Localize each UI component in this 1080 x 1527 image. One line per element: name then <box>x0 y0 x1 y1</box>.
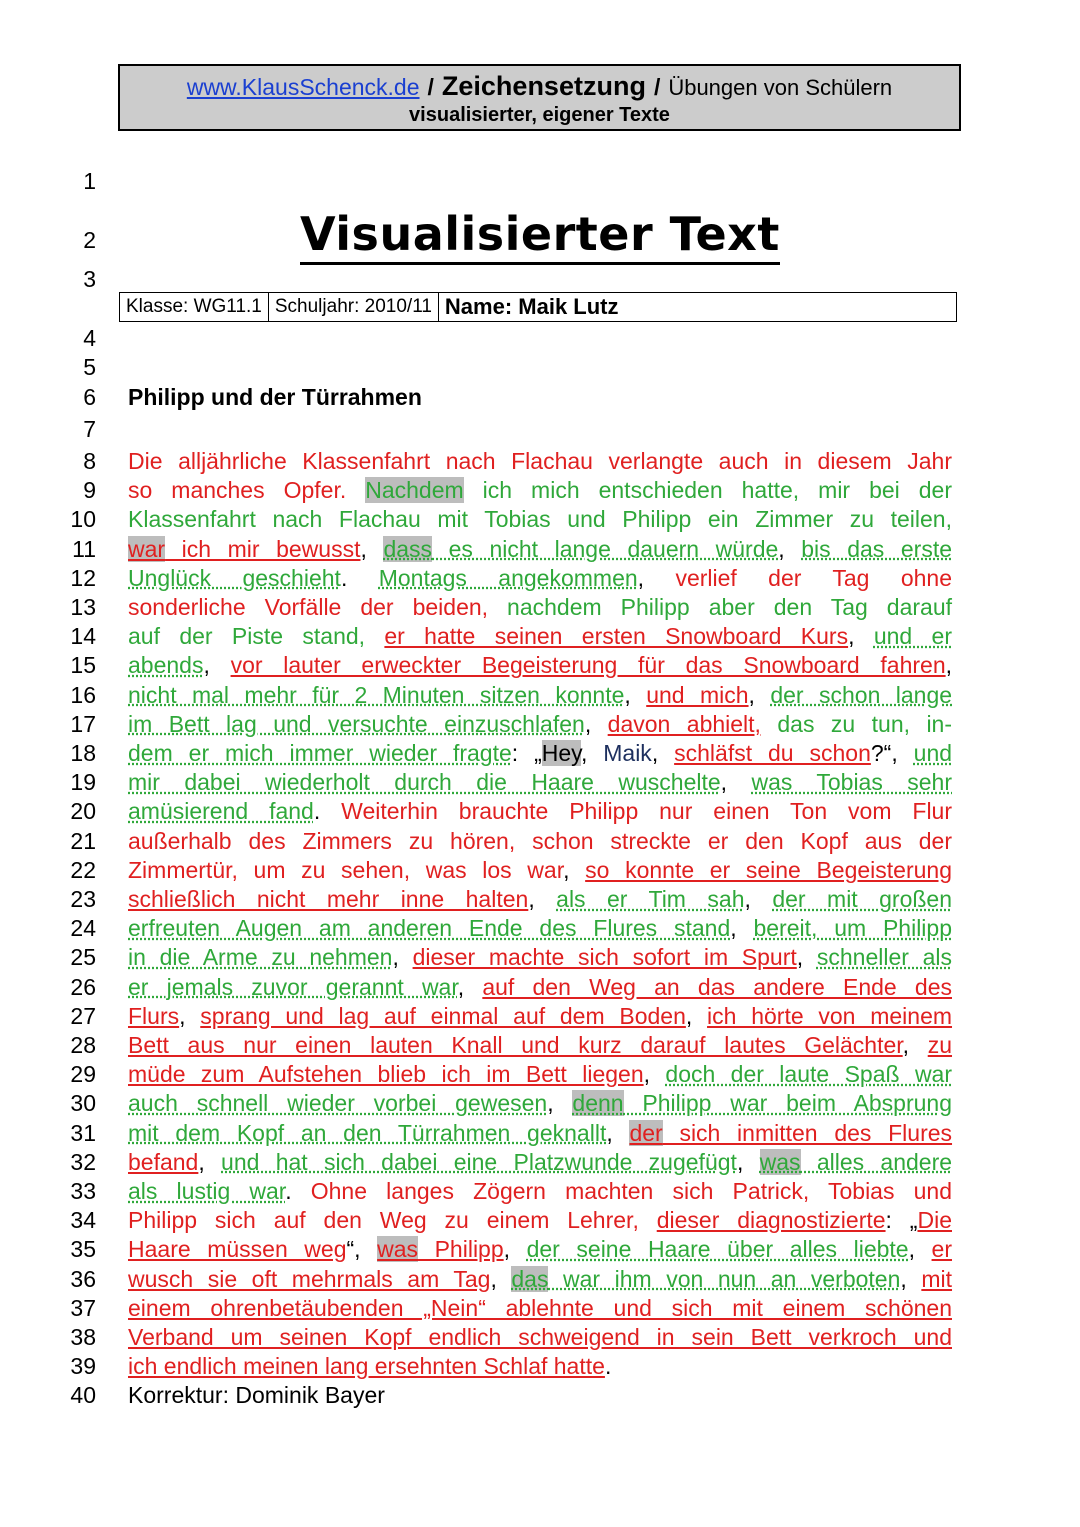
text-segment: , <box>736 1148 760 1175</box>
text-segment: dass <box>383 535 433 562</box>
text-line <box>128 973 952 1002</box>
text-segment: Unglück geschieht <box>128 564 341 591</box>
text-segment: bis das erste <box>801 535 953 562</box>
text-line <box>128 856 952 885</box>
line-number: 30 <box>70 1090 96 1117</box>
klasse-cell: Klasse: WG11.1 <box>120 293 269 321</box>
text-segment: außerhalb des Zimmers zu hören, schon streckte er den Kopf aus der <box>128 827 952 854</box>
text-segment: Hey <box>541 740 581 766</box>
text-segment: Philipp <box>418 1236 504 1263</box>
text-segment: , <box>584 710 608 737</box>
text-segment: bereit, um Philipp <box>753 915 952 942</box>
text-segment: Flurs <box>128 1002 180 1029</box>
text-segment: , <box>848 623 874 650</box>
text-line <box>128 593 952 622</box>
text-segment: vor lauter erweckter Begeisterung für das Snowboard fahren <box>230 652 946 679</box>
line-number: 32 <box>70 1148 96 1175</box>
text-line <box>128 1148 952 1177</box>
text-segment: auf der Piste stand, <box>128 623 385 650</box>
header-topic: Zeichensetzung <box>441 71 646 101</box>
text-segment: , <box>908 1236 932 1263</box>
text-segment: , <box>744 886 773 912</box>
line-number: 19 <box>70 769 96 796</box>
line-number: 15 <box>70 652 96 679</box>
text-line <box>128 827 952 856</box>
text-segment: , <box>685 1002 708 1029</box>
line-number: 40 <box>70 1382 96 1409</box>
text-segment: und mich <box>646 681 749 708</box>
line-number: 37 <box>70 1294 96 1321</box>
text-segment: war ihm von nun an verboten <box>548 1265 901 1292</box>
line-number: 20 <box>70 798 96 825</box>
text-line <box>128 622 952 651</box>
text-segment: der seine Haare über alles liebte <box>526 1236 909 1263</box>
text-line <box>128 681 952 710</box>
text-line <box>128 768 952 797</box>
text-line <box>128 1323 952 1352</box>
text-line <box>128 885 952 914</box>
name-cell: Name: Maik Lutz <box>444 294 619 319</box>
text-segment: , <box>563 856 586 883</box>
schuljahr-cell: Schuljahr: 2010/11 <box>269 293 439 321</box>
text-segment: Ohne langes Zögern machten sich Patrick, Tobias und <box>310 1178 952 1204</box>
line-number: 29 <box>70 1061 96 1088</box>
story-title: Philipp und der Türrahmen <box>128 384 422 410</box>
header-line-1 <box>120 71 959 103</box>
line-number: 33 <box>70 1178 96 1204</box>
text-segment: , <box>457 973 483 1000</box>
text-segment: , <box>360 535 384 562</box>
text-segment: , <box>720 769 752 796</box>
text-segment: . <box>285 1178 311 1204</box>
line-number: 26 <box>70 973 96 1000</box>
line-number: 28 <box>70 1032 96 1058</box>
text-segment: dieser machte sich sofort im Spurt <box>412 944 797 971</box>
text-segment: nicht mal mehr für 2 Minuten sitzen konnte <box>128 681 625 708</box>
info-table <box>119 292 957 322</box>
line-number: 34 <box>70 1207 96 1234</box>
line-number: 17 <box>70 710 96 737</box>
text-segment: verlief der Tag ohne <box>675 564 953 591</box>
line-number: 22 <box>70 856 96 883</box>
text-segment: sich inmitten des Flures <box>662 1119 953 1146</box>
text-segment: auch schnell wieder vorbei gewesen <box>128 1090 548 1117</box>
text-segment: , <box>392 944 413 971</box>
header-separator-2: / <box>653 74 661 100</box>
text-segment: der mit großen <box>772 886 953 912</box>
text-line <box>128 1002 952 1031</box>
line-number: 14 <box>70 623 96 650</box>
text-line <box>128 1031 952 1060</box>
text-segment: ?“, <box>870 740 914 766</box>
text-line <box>128 1235 952 1264</box>
line-number: 4 <box>83 325 96 351</box>
text-segment: alles andere <box>800 1148 953 1175</box>
text-line <box>128 1089 952 1118</box>
text-line <box>128 535 952 564</box>
text-segment: Die <box>917 1207 952 1234</box>
text-segment: , <box>547 1090 573 1117</box>
text-segment: . <box>313 798 342 825</box>
text-segment: , <box>203 652 231 679</box>
text-line <box>128 1177 952 1206</box>
text-segment: ich hörte von meinem <box>707 1002 953 1029</box>
text-segment: was Tobias sehr <box>751 769 953 796</box>
line-number: 12 <box>70 564 96 591</box>
line-number: 25 <box>70 944 96 971</box>
website-link[interactable]: www.KlausSchenck.de <box>186 74 420 100</box>
text-segment: , <box>198 1148 222 1175</box>
text-segment: wusch sie oft mehrmals am Tag <box>128 1265 491 1292</box>
text-segment: , <box>503 1236 527 1263</box>
text-segment: erfreuten Augen am anderen Ende des Flures stand <box>128 915 731 942</box>
text-line <box>128 1206 952 1235</box>
text-segment: mit <box>921 1265 953 1292</box>
text-line <box>128 943 952 972</box>
page-header <box>118 64 961 131</box>
text-segment: müde zum Aufstehen blieb ich im Bett liegen <box>128 1061 644 1088</box>
text-segment: Bett aus nur einen lauten Knall und kurz darauf lautes Gelächter <box>128 1032 903 1058</box>
text-segment: der schon lange <box>770 681 953 708</box>
text-segment: Zimmertür, um zu sehen, was los war <box>128 856 564 883</box>
text-segment: , <box>900 1265 922 1292</box>
text-segment: ich mich entschieden hatte, mir bei der <box>463 477 952 504</box>
text-segment: : „ <box>885 1207 918 1234</box>
line-number: 11 <box>72 535 96 562</box>
text-segment: schneller als <box>816 944 953 971</box>
text-segment: er jemals zuvor gerannt war <box>128 973 458 1000</box>
text-segment: zu <box>927 1032 953 1058</box>
text-segment: , <box>624 681 647 708</box>
text-segment: “, <box>346 1236 378 1263</box>
text-segment: , <box>643 1061 666 1088</box>
text-segment: dieser diagnostizierte <box>656 1207 886 1234</box>
text-segment: . <box>604 1353 612 1380</box>
correction-note: Korrektur: Dominik Bayer <box>128 1382 385 1408</box>
text-line <box>128 1119 952 1148</box>
text-segment: und hat sich dabei eine Platzwunde zugefügt <box>221 1148 737 1175</box>
header-subtitle: Übungen von Schülern <box>668 75 893 100</box>
text-line <box>128 447 952 476</box>
text-line <box>128 476 952 505</box>
line-number: 2 <box>83 227 96 253</box>
text-segment: was <box>759 1148 801 1175</box>
text-segment: Philipp sich auf den Weg zu einem Lehrer, <box>128 1207 657 1234</box>
line-number: 23 <box>70 886 96 912</box>
text-segment: sprang und lag auf einmal auf dem Boden <box>200 1002 686 1029</box>
line-number: 6 <box>83 384 96 410</box>
line-number: 39 <box>70 1353 96 1380</box>
text-segment: Philipp war beim Absprung <box>623 1090 953 1117</box>
line-number: 38 <box>70 1324 96 1350</box>
text-line <box>128 564 952 593</box>
text-segment: Weiterhin brauchte Philipp nur einen Ton vom Flur <box>341 798 952 825</box>
text-segment: er hatte seinen ersten Snowboard Kurs <box>384 623 849 650</box>
text-segment: mir dabei wiederholt durch die Haare wuschelte <box>128 769 721 796</box>
text-line <box>128 1294 952 1323</box>
line-number: 21 <box>70 827 96 854</box>
text-segment: war <box>128 535 166 562</box>
text-segment: ich endlich meinen lang ersehnten Schlaf hatte <box>128 1353 605 1380</box>
text-line <box>128 797 952 826</box>
text-segment: und er <box>873 623 952 650</box>
text-segment: als lustig war <box>128 1178 286 1204</box>
header-separator: / <box>427 74 434 100</box>
text-segment: er <box>931 1236 952 1263</box>
text-segment: als er Tim sah <box>556 886 745 912</box>
text-segment: einem ohrenbetäubenden „Nein“ ablehnte und sich mit einem schönen <box>128 1294 952 1321</box>
text-segment: denn <box>572 1090 624 1117</box>
text-segment: , <box>179 1002 201 1029</box>
text-segment: abends <box>128 652 204 679</box>
line-number: 8 <box>83 448 96 474</box>
page-title: Visualisierter Text <box>300 206 780 265</box>
text-line <box>128 651 952 680</box>
text-segment: im Bett lag und versuchte einzuschlafen <box>128 710 585 737</box>
text-segment: dem er mich immer wieder fragte <box>128 740 512 766</box>
text-segment: davon abhielt, <box>607 710 761 737</box>
line-number: 36 <box>70 1265 96 1292</box>
text-segment: , <box>902 1032 928 1058</box>
line-number: 16 <box>70 681 96 708</box>
text-segment: schließlich nicht mehr inne halten <box>128 886 529 912</box>
text-segment: , <box>778 535 802 562</box>
text-line <box>128 710 952 739</box>
header-line-2: visualisierter, eigener Texte <box>409 104 670 126</box>
text-segment: , <box>945 652 953 679</box>
text-segment: das zu tun, in- <box>760 710 953 737</box>
line-number: 7 <box>83 416 96 442</box>
line-number: 10 <box>70 506 96 533</box>
text-segment: , <box>651 740 675 766</box>
line-number: 27 <box>70 1002 96 1029</box>
text-segment: und <box>913 740 953 766</box>
line-number: 35 <box>70 1236 96 1263</box>
line-number: 31 <box>70 1119 96 1146</box>
text-segment: , <box>796 944 817 971</box>
text-line <box>128 1352 952 1381</box>
line-number: 1 <box>83 168 96 194</box>
line-number: 18 <box>70 740 96 766</box>
text-segment: Haare müssen weg <box>128 1236 347 1263</box>
text-segment: , <box>580 740 604 766</box>
text-line <box>128 505 952 534</box>
text-segment: Maik <box>603 740 652 766</box>
text-line <box>128 739 952 768</box>
text-segment: Montags angekommen <box>378 564 638 591</box>
text-segment: Nachdem <box>365 477 464 504</box>
text-segment: Klassenfahrt nach Flachau mit Tobias und Philipp ein Zimmer zu teilen, <box>128 506 952 533</box>
text-segment: es nicht lange dauern würde <box>432 535 779 562</box>
line-number: 3 <box>83 266 96 292</box>
text-segment: befand <box>128 1148 199 1175</box>
line-number: 24 <box>70 915 96 942</box>
text-segment: das <box>511 1265 549 1292</box>
text-segment: mit dem Kopf an den Türrahmen geknallt <box>128 1119 607 1146</box>
text-segment: der <box>629 1119 663 1146</box>
text-segment: , <box>730 915 754 942</box>
text-segment: schläfst du schon <box>674 740 871 766</box>
text-segment: amüsierend fand <box>128 798 314 825</box>
text-line <box>128 1060 952 1089</box>
text-segment: in die Arme zu nehmen <box>128 944 393 971</box>
text-segment: so manches Opfer. <box>128 477 366 504</box>
text-segment: auf den Weg an das andere Ende des <box>482 973 952 1000</box>
text-segment: nachdem Philipp aber den Tag darauf <box>507 594 952 620</box>
text-line <box>128 1265 952 1294</box>
text-segment: sonderliche Vorfälle der beiden, <box>128 594 508 620</box>
line-number: 13 <box>70 594 96 620</box>
text-segment: doch der laute Spaß war <box>665 1061 953 1088</box>
text-segment: ich mir bewusst <box>165 535 361 562</box>
text-segment: , <box>528 886 557 912</box>
line-number: 9 <box>83 477 96 504</box>
text-segment: , <box>490 1265 512 1292</box>
text-segment: , <box>637 564 676 591</box>
text-segment: Verband um seinen Kopf endlich schweigend in sein Bett verkroch und <box>128 1324 952 1350</box>
text-segment: : „ <box>511 740 542 766</box>
text-segment: . <box>340 564 379 591</box>
text-segment: was <box>377 1236 419 1263</box>
text-segment: so konnte er seine Begeisterung <box>585 856 953 883</box>
text-segment: , <box>606 1119 630 1146</box>
text-line <box>128 914 952 943</box>
text-segment: Die alljährliche Klassenfahrt nach Flachau verlangte auch in diesem Jahr <box>128 448 952 474</box>
text-segment: , <box>748 681 771 708</box>
line-number: 5 <box>83 354 96 380</box>
